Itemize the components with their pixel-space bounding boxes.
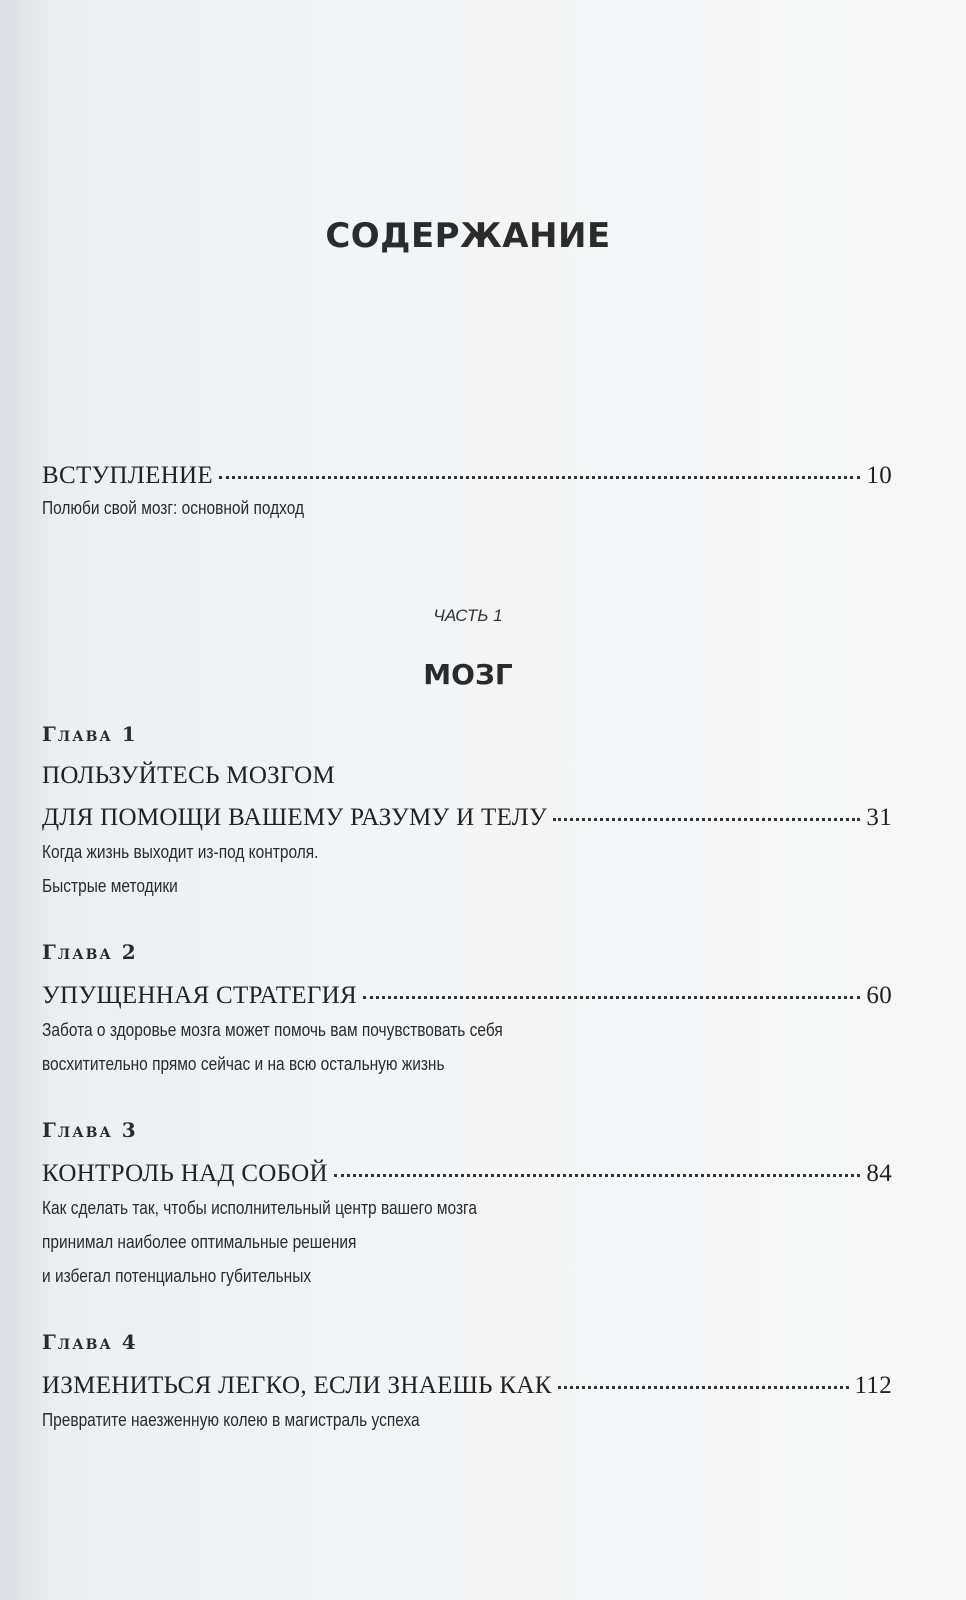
chapter-page-number: 112 [854, 1372, 892, 1399]
chapter-subtitle-line: Когда жизнь выходит из-под контроля. [42, 842, 319, 862]
chapter-label: Глава 3 [42, 1118, 138, 1142]
chapter-title-line: ИЗМЕНИТЬСЯ ЛЕГКО, ЕСЛИ ЗНАЕШЬ КАК [42, 1372, 552, 1399]
toc-entry-intro [42, 462, 892, 490]
chapter-label: Глава 1 [42, 722, 138, 746]
intro-heading: ВСТУПЛЕНИЕ [42, 462, 213, 489]
dot-leader [363, 995, 860, 999]
toc-title: СОДЕРЖАНИЕ [325, 216, 611, 256]
chapter-label: Глава 2 [42, 940, 138, 964]
chapter-page-number: 31 [866, 804, 892, 831]
chapter-subtitle-line: Превратите наезженную колею в магистраль успеха [42, 1410, 420, 1430]
chapter-subtitle-line: восхитительно прямо сейчас и на всю остальную жизнь [42, 1054, 445, 1074]
chapter-title-line: ПОЛЬЗУЙТЕСЬ МОЗГОМ [42, 762, 336, 789]
toc-entry-chapter-3 [42, 1160, 892, 1188]
chapter-page-number: 84 [866, 1160, 892, 1187]
chapter-subtitle-line: и избегал потенциально губительных [42, 1266, 312, 1286]
dot-leader [219, 475, 860, 479]
toc-entry-chapter-1 [42, 804, 892, 832]
intro-subtitle: Полюби свой мозг: основной подход [42, 498, 305, 518]
intro-page-number: 10 [866, 462, 892, 489]
chapter-subtitle-line: Как сделать так, чтобы исполнительный центр вашего мозга [42, 1198, 477, 1218]
toc-entry-chapter-2 [42, 982, 892, 1010]
dot-leader [553, 817, 860, 821]
chapter-subtitle-line: Забота о здоровье мозга может помочь вам почувствовать себя [42, 1020, 503, 1040]
dot-leader [558, 1385, 849, 1389]
chapter-title-line: ДЛЯ ПОМОЩИ ВАШЕМУ РАЗУМУ И ТЕЛУ [42, 804, 548, 831]
chapter-subtitle-line: Быстрые методики [42, 876, 178, 896]
chapter-page-number: 60 [866, 982, 892, 1009]
chapter-label: Глава 4 [42, 1330, 138, 1354]
chapter-subtitle-line: принимал наиболее оптимальные решения [42, 1232, 357, 1252]
part-title: МОЗГ [423, 658, 513, 691]
chapter-title-line: УПУЩЕННАЯ СТРАТЕГИЯ [42, 982, 357, 1009]
dot-leader [334, 1173, 861, 1177]
chapter-title-line: КОНТРОЛЬ НАД СОБОЙ [42, 1160, 328, 1187]
toc-entry-chapter-4 [42, 1372, 892, 1400]
part-label: ЧАСТЬ 1 [433, 606, 503, 625]
